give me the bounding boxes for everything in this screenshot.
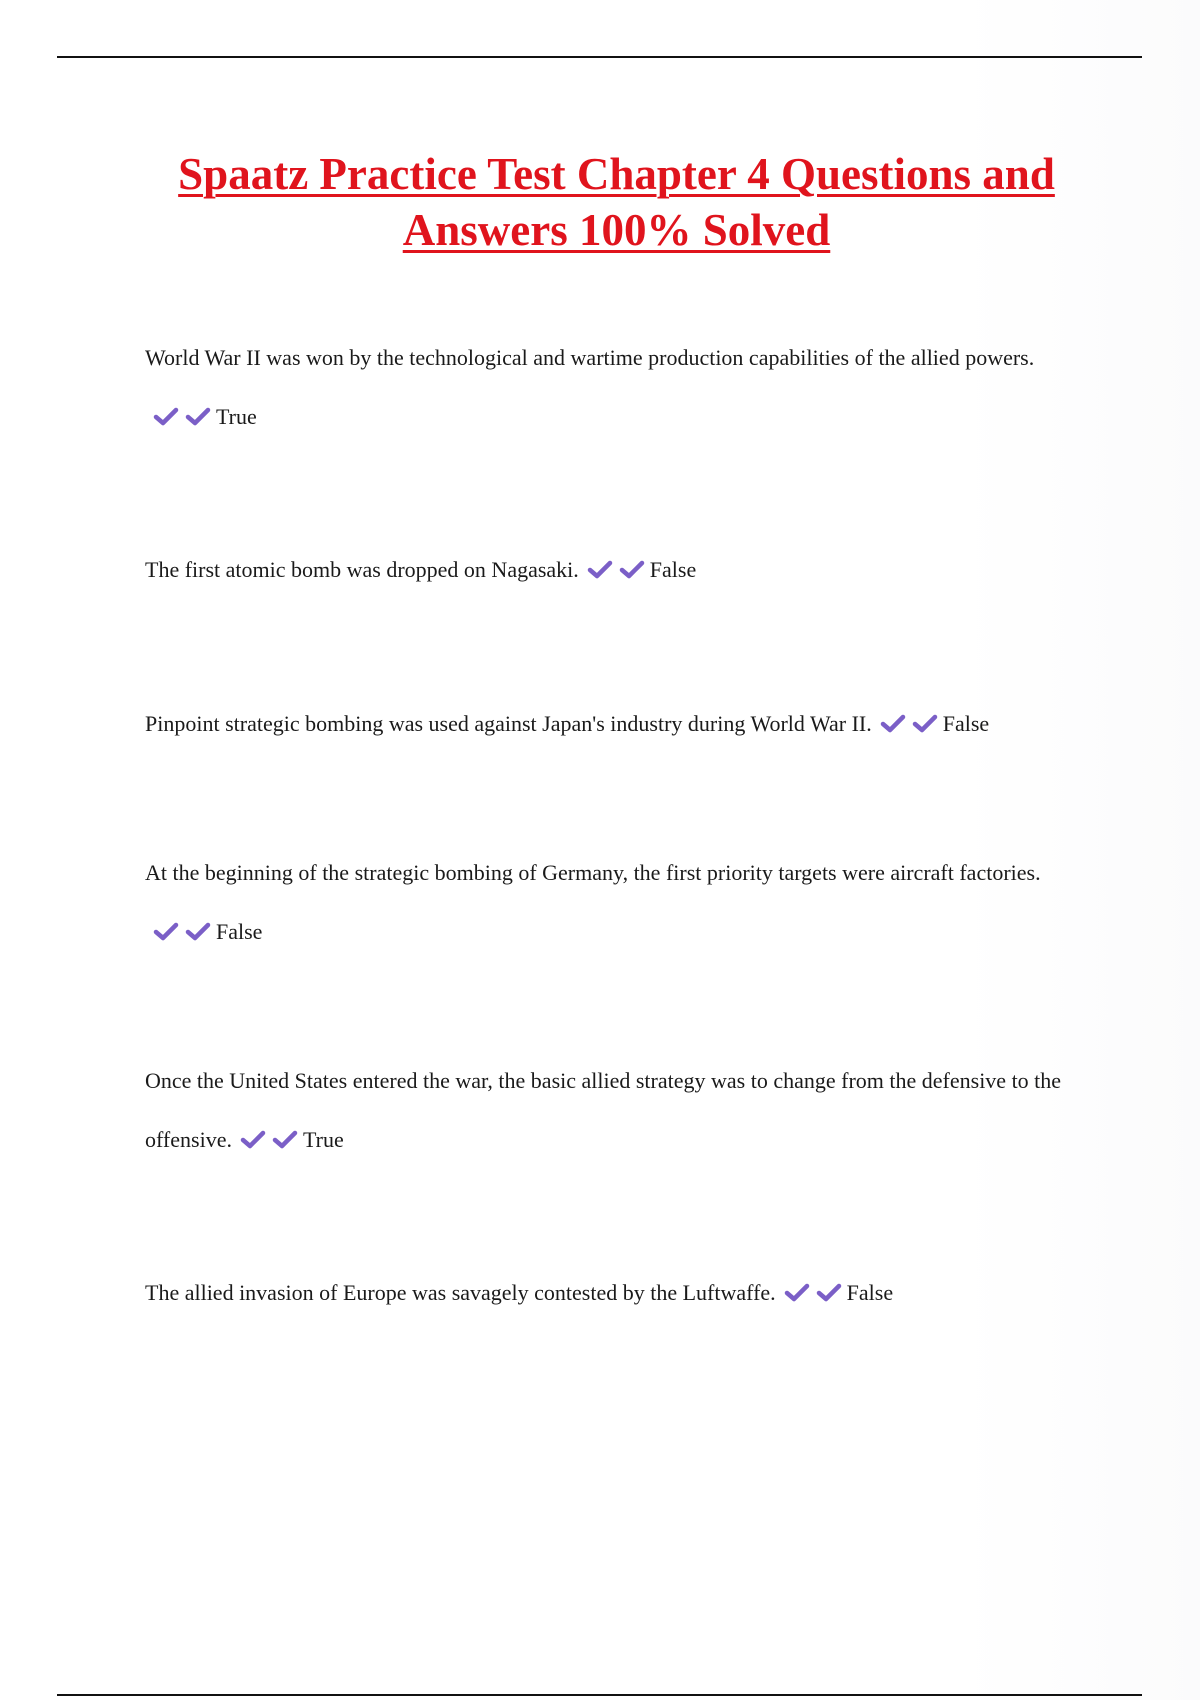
check-icon — [784, 1283, 810, 1303]
document-title: Spaatz Practice Test Chapter 4 Questions and Answers 100% Solved — [178, 149, 1055, 255]
answer-text: True — [216, 404, 257, 429]
check-icon — [240, 1130, 266, 1150]
answer-checkmarks — [784, 1266, 845, 1325]
check-icon — [153, 407, 179, 427]
check-icon — [912, 714, 938, 734]
question-text: The allied invasion of Europe was savagely contested by the Luftwaffe. — [145, 1280, 776, 1305]
answer-checkmarks — [240, 1113, 301, 1172]
answer-text: False — [846, 1280, 894, 1305]
answer-checkmarks — [880, 697, 941, 756]
header-rule — [57, 56, 1142, 58]
answer-checkmarks — [153, 905, 214, 964]
answer-checkmarks — [153, 390, 214, 449]
check-icon — [880, 714, 906, 734]
check-icon — [185, 922, 211, 942]
qa-item-6 — [145, 1263, 1085, 1325]
answer-checkmarks — [587, 543, 648, 602]
footer-rule — [57, 1694, 1142, 1696]
check-icon — [816, 1283, 842, 1303]
question-text: At the beginning of the strategic bombing of Germany, the first priority targets were aircraft factories. — [145, 860, 1041, 885]
qa-item-5 — [145, 1051, 1085, 1172]
question-text: Once the United States entered the war, the basic allied strategy was to change from the defensive to the offensive. — [145, 1068, 1062, 1152]
qa-item-2 — [145, 540, 1085, 602]
question-text: World War II was won by the technological and wartime production capabilities of the allied powers. — [145, 345, 1035, 370]
check-icon — [185, 407, 211, 427]
question-text: The first atomic bomb was dropped on Nagasaki. — [145, 557, 579, 582]
qa-item-3 — [145, 694, 1085, 756]
qa-item-1 — [145, 328, 1085, 449]
check-icon — [272, 1130, 298, 1150]
answer-text: False — [216, 919, 263, 944]
qa-item-4 — [145, 843, 1085, 964]
check-icon — [153, 922, 179, 942]
answer-text: True — [302, 1127, 344, 1152]
check-icon — [587, 560, 613, 580]
answer-text: False — [649, 557, 697, 582]
check-icon — [619, 560, 645, 580]
question-text: Pinpoint strategic bombing was used against Japan's industry during World War II. — [145, 711, 872, 736]
answer-text: False — [942, 711, 990, 736]
